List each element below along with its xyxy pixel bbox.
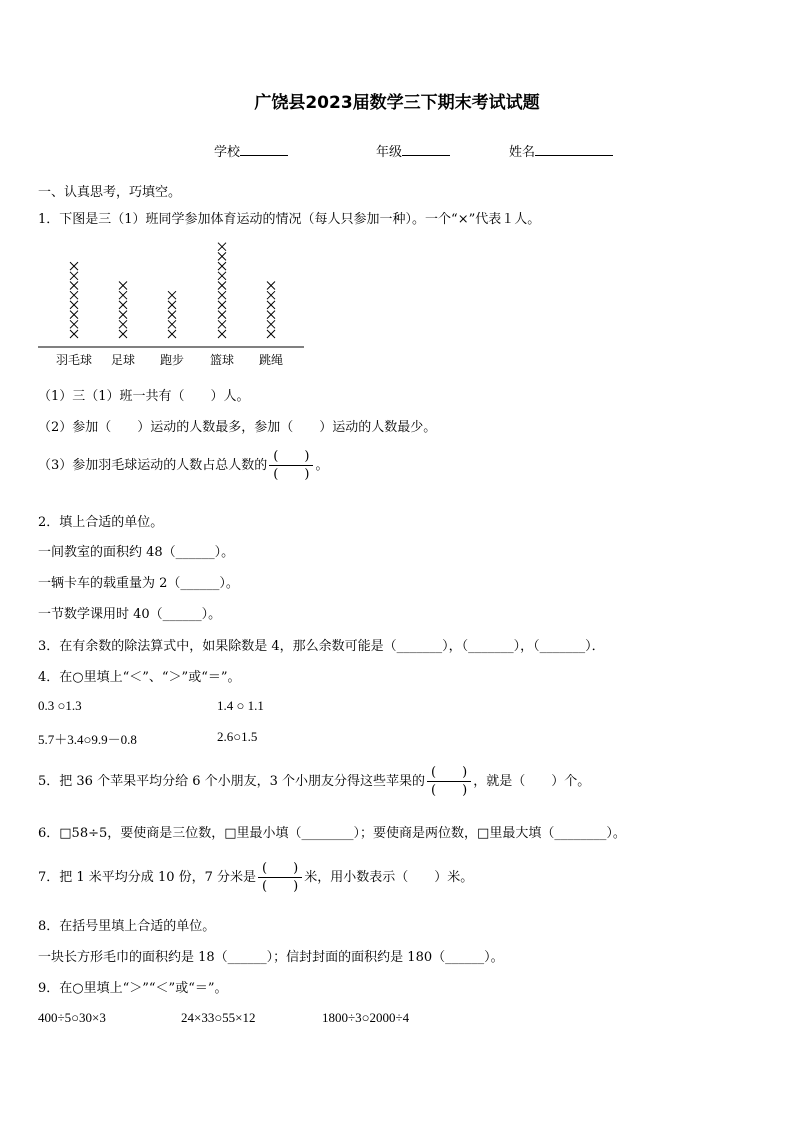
chart-column-5: [267, 282, 275, 339]
chart-mark: [218, 311, 226, 319]
chart-mark: [70, 262, 78, 270]
question-7-suffix: 米，用小数表示（ ）米。: [304, 870, 474, 885]
fraction-denominator: ( ): [431, 783, 468, 798]
question-4-item-d: 2.6○1.5: [217, 729, 258, 744]
chart-mark: [267, 320, 275, 328]
chart-mark: [70, 320, 78, 328]
fraction-numerator: ( ): [258, 860, 302, 878]
chart-mark: [119, 311, 127, 319]
chart-mark: [119, 320, 127, 328]
chart-mark: [119, 282, 127, 290]
chart-mark: [218, 330, 226, 338]
chart-category-label: 羽毛球: [55, 353, 93, 367]
question-5-suffix: ，就是（ ）个。: [473, 774, 591, 789]
fraction-blank[interactable]: [427, 764, 471, 799]
question-7-prefix: 7．把 1 米平均分成 10 份，7 分米是: [38, 870, 257, 885]
chart-marks: [70, 243, 275, 338]
school-label: 学校: [214, 145, 241, 160]
question-3: 3．在有余数的除法算式中，如果除数是 4，那么余数可能是（_______），（_______），（_______）．: [38, 639, 605, 654]
question-2-line-1: 一间教室的面积约 48（______）。: [38, 545, 235, 560]
chart-mark: [218, 301, 226, 309]
question-1-part-3-suffix: 。: [315, 458, 329, 473]
question-1-part-3-prefix: （3）参加羽毛球运动的人数占总人数的: [38, 458, 268, 473]
chart-mark: [168, 311, 176, 319]
school-field: [214, 141, 288, 160]
chart-mark: [218, 262, 226, 270]
question-1-part-3: [38, 448, 328, 483]
chart-mark: [168, 330, 176, 338]
grade-blank[interactable]: [402, 143, 450, 156]
question-1-part-1: （1）三（1）班一共有（ ）人。: [38, 389, 250, 404]
chart-mark: [218, 320, 226, 328]
chart-category-label: 跳绳: [258, 353, 284, 367]
question-4-item-b: 1.4 ○ 1.1: [217, 698, 264, 713]
question-5-prefix: 5．把 36 个苹果平均分给 6 个小朋友，3 个小朋友分得这些苹果的: [38, 774, 426, 789]
chart-labels: [56, 352, 283, 367]
chart-mark: [168, 291, 176, 299]
chart-mark: [218, 243, 226, 251]
page-title: 广饶县2023届数学三下期末考试试题: [254, 93, 540, 113]
section-heading: 一、认真思考，巧填空。: [38, 185, 182, 200]
question-4-item-a: 0.3 ○1.3: [38, 698, 82, 713]
question-2: 2．填上合适的单位。: [38, 515, 164, 530]
chart-mark: [70, 301, 78, 309]
chart-column-4: [218, 243, 226, 338]
question-8: 8．在括号里填上合适的单位。: [38, 919, 216, 934]
school-blank[interactable]: [240, 143, 288, 156]
fraction-blank[interactable]: [269, 448, 313, 483]
chart-column-3: [168, 291, 176, 338]
chart-mark: [168, 320, 176, 328]
fraction-denominator: ( ): [262, 879, 299, 894]
chart-mark: [119, 291, 127, 299]
question-9: 9．在○里填上“＞”“＜”或“＝”。: [38, 981, 228, 996]
question-4-item-c: 5.7＋3.4○9.9－0.8: [38, 732, 137, 747]
chart-mark: [70, 311, 78, 319]
chart-mark: [70, 330, 78, 338]
question-1: 1．下图是三（1）班同学参加体育运动的情况（每人只参加一种）。一个“×”代表１人。: [38, 212, 541, 227]
chart-mark: [119, 301, 127, 309]
question-9-item-a: 400÷5○30×3: [38, 1010, 106, 1025]
chart-mark: [267, 282, 275, 290]
chart-mark: [218, 252, 226, 260]
chart-mark: [218, 282, 226, 290]
question-6: 6．□58÷5，要使商是三位数，□里最小填（________）；要使商是两位数，□里最大填（________）。: [38, 826, 626, 841]
chart-mark: [70, 291, 78, 299]
question-2-line-2: 一辆卡车的载重量为 2（______）。: [38, 576, 239, 591]
chart-mark: [119, 330, 127, 338]
name-field: [509, 141, 613, 160]
chart-mark: [218, 291, 226, 299]
name-blank[interactable]: [535, 143, 613, 156]
fraction-numerator: ( ): [269, 448, 313, 466]
chart-mark: [70, 272, 78, 280]
chart-mark: [267, 330, 275, 338]
question-4: 4．在○里填上“＜”、“＞”或“＝”。: [38, 670, 241, 685]
chart-category-label: 足球: [110, 353, 136, 367]
chart-mark: [267, 291, 275, 299]
chart-column-2: [119, 282, 127, 339]
fraction-denominator: ( ): [273, 467, 310, 482]
question-2-line-3: 一节数学课用时 40（______）。: [38, 607, 222, 622]
question-9-item-b: 24×33○55×12: [181, 1010, 256, 1025]
grade-label: 年级: [376, 145, 403, 160]
chart-mark: [267, 301, 275, 309]
question-5: [38, 764, 590, 799]
pictograph-chart: [30, 236, 320, 374]
question-9-item-c: 1800÷3○2000÷4: [322, 1010, 410, 1025]
question-1-part-2: （2）参加（ ）运动的人数最多，参加（ ）运动的人数最少。: [38, 420, 437, 435]
chart-category-label: 篮球: [209, 353, 235, 367]
chart-mark: [267, 311, 275, 319]
chart-mark: [70, 282, 78, 290]
name-label: 姓名: [509, 145, 536, 160]
chart-mark: [168, 301, 176, 309]
chart-category-label: 跑步: [159, 353, 185, 367]
grade-field: [376, 141, 450, 160]
question-7: [38, 860, 473, 895]
question-8-line: 一块长方形毛巾的面积约是 18（______）；信封封面的面积约是 180（______）。: [38, 950, 504, 965]
fraction-blank[interactable]: [258, 860, 302, 895]
chart-mark: [218, 272, 226, 280]
chart-column-1: [70, 262, 78, 338]
fraction-numerator: ( ): [427, 764, 471, 782]
